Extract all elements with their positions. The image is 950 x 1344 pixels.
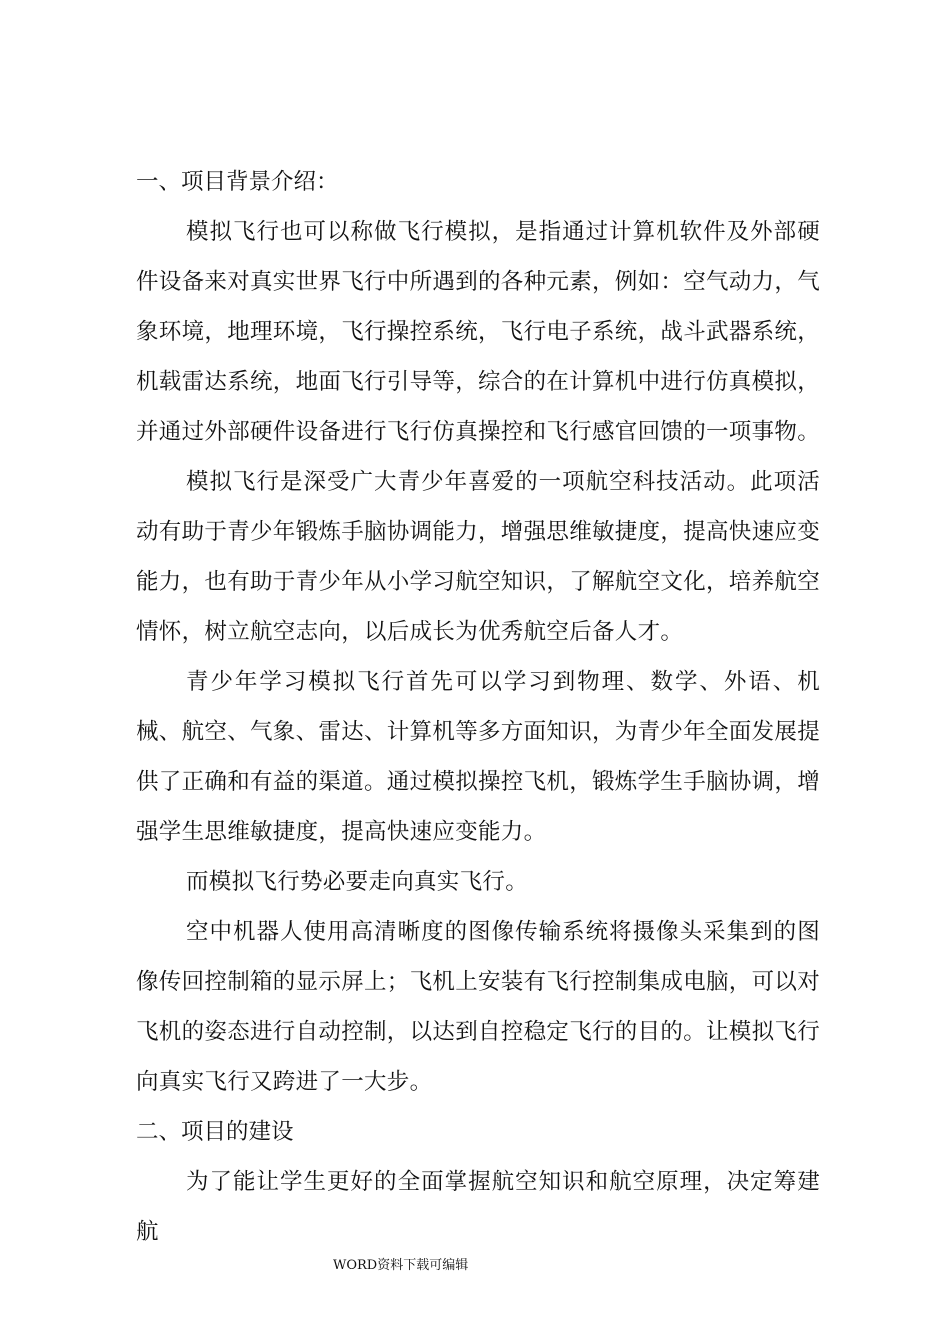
paragraph-definition: 模拟飞行也可以称做飞行模拟，是指通过计算机软件及外部硬件设备来对真实世界飞行中所遇到的各种元素，例如：空气动力，气象环境，地理环境，飞行操控系统，飞行电子系统，战斗武器系统，机载雷达系统，地面飞行引导等，综合的在计算机中进行仿真模拟，并通过外部硬件设备进行飞行仿真操控和飞行感官回馈的一项事物。 [136,219,821,445]
page-footer: WORD资料下载可编辑 [333,1258,469,1273]
section-heading-background: 一、项目背景介绍： [136,169,339,195]
paragraph-learning: 青少年学习模拟飞行首先可以学习到物理、数学、外语、机械、航空、气象、雷达、计算机等多方面知识，为青少年全面发展提供了正确和有益的渠道。通过模拟操控飞机，锻炼学生手脑协调，增强学生思维敏捷度，提高快速应变能力。 [136,669,821,845]
document-body [136,157,820,1257]
paragraph-popularity: 模拟飞行是深受广大青少年喜爱的一项航空科技活动。此项活动有助于青少年锻炼手脑协调能力，增强思维敏捷度，提高快速应变能力，也有助于青少年从小学习航空知识，了解航空文化，培养航空情怀，树立航空志向，以后成长为优秀航空后备人才。 [136,469,821,645]
paragraph-real-flight: 而模拟飞行势必要走向真实飞行。 [186,869,529,895]
paragraph-construction: 为了能让学生更好的全面掌握航空知识和航空原理，决定筹建航 [136,1169,820,1245]
section-heading-construction: 二、项目的建设 [136,1119,294,1145]
paragraph-air-robot: 空中机器人使用高清晰度的图像传输系统将摄像头采集到的图像传回控制箱的显示屏上；飞机上安装有飞行控制集成电脑，可以对飞机的姿态进行自动控制，以达到自控稳定飞行的目的。让模拟飞行向真实飞行又跨进了一大步。 [136,919,821,1095]
